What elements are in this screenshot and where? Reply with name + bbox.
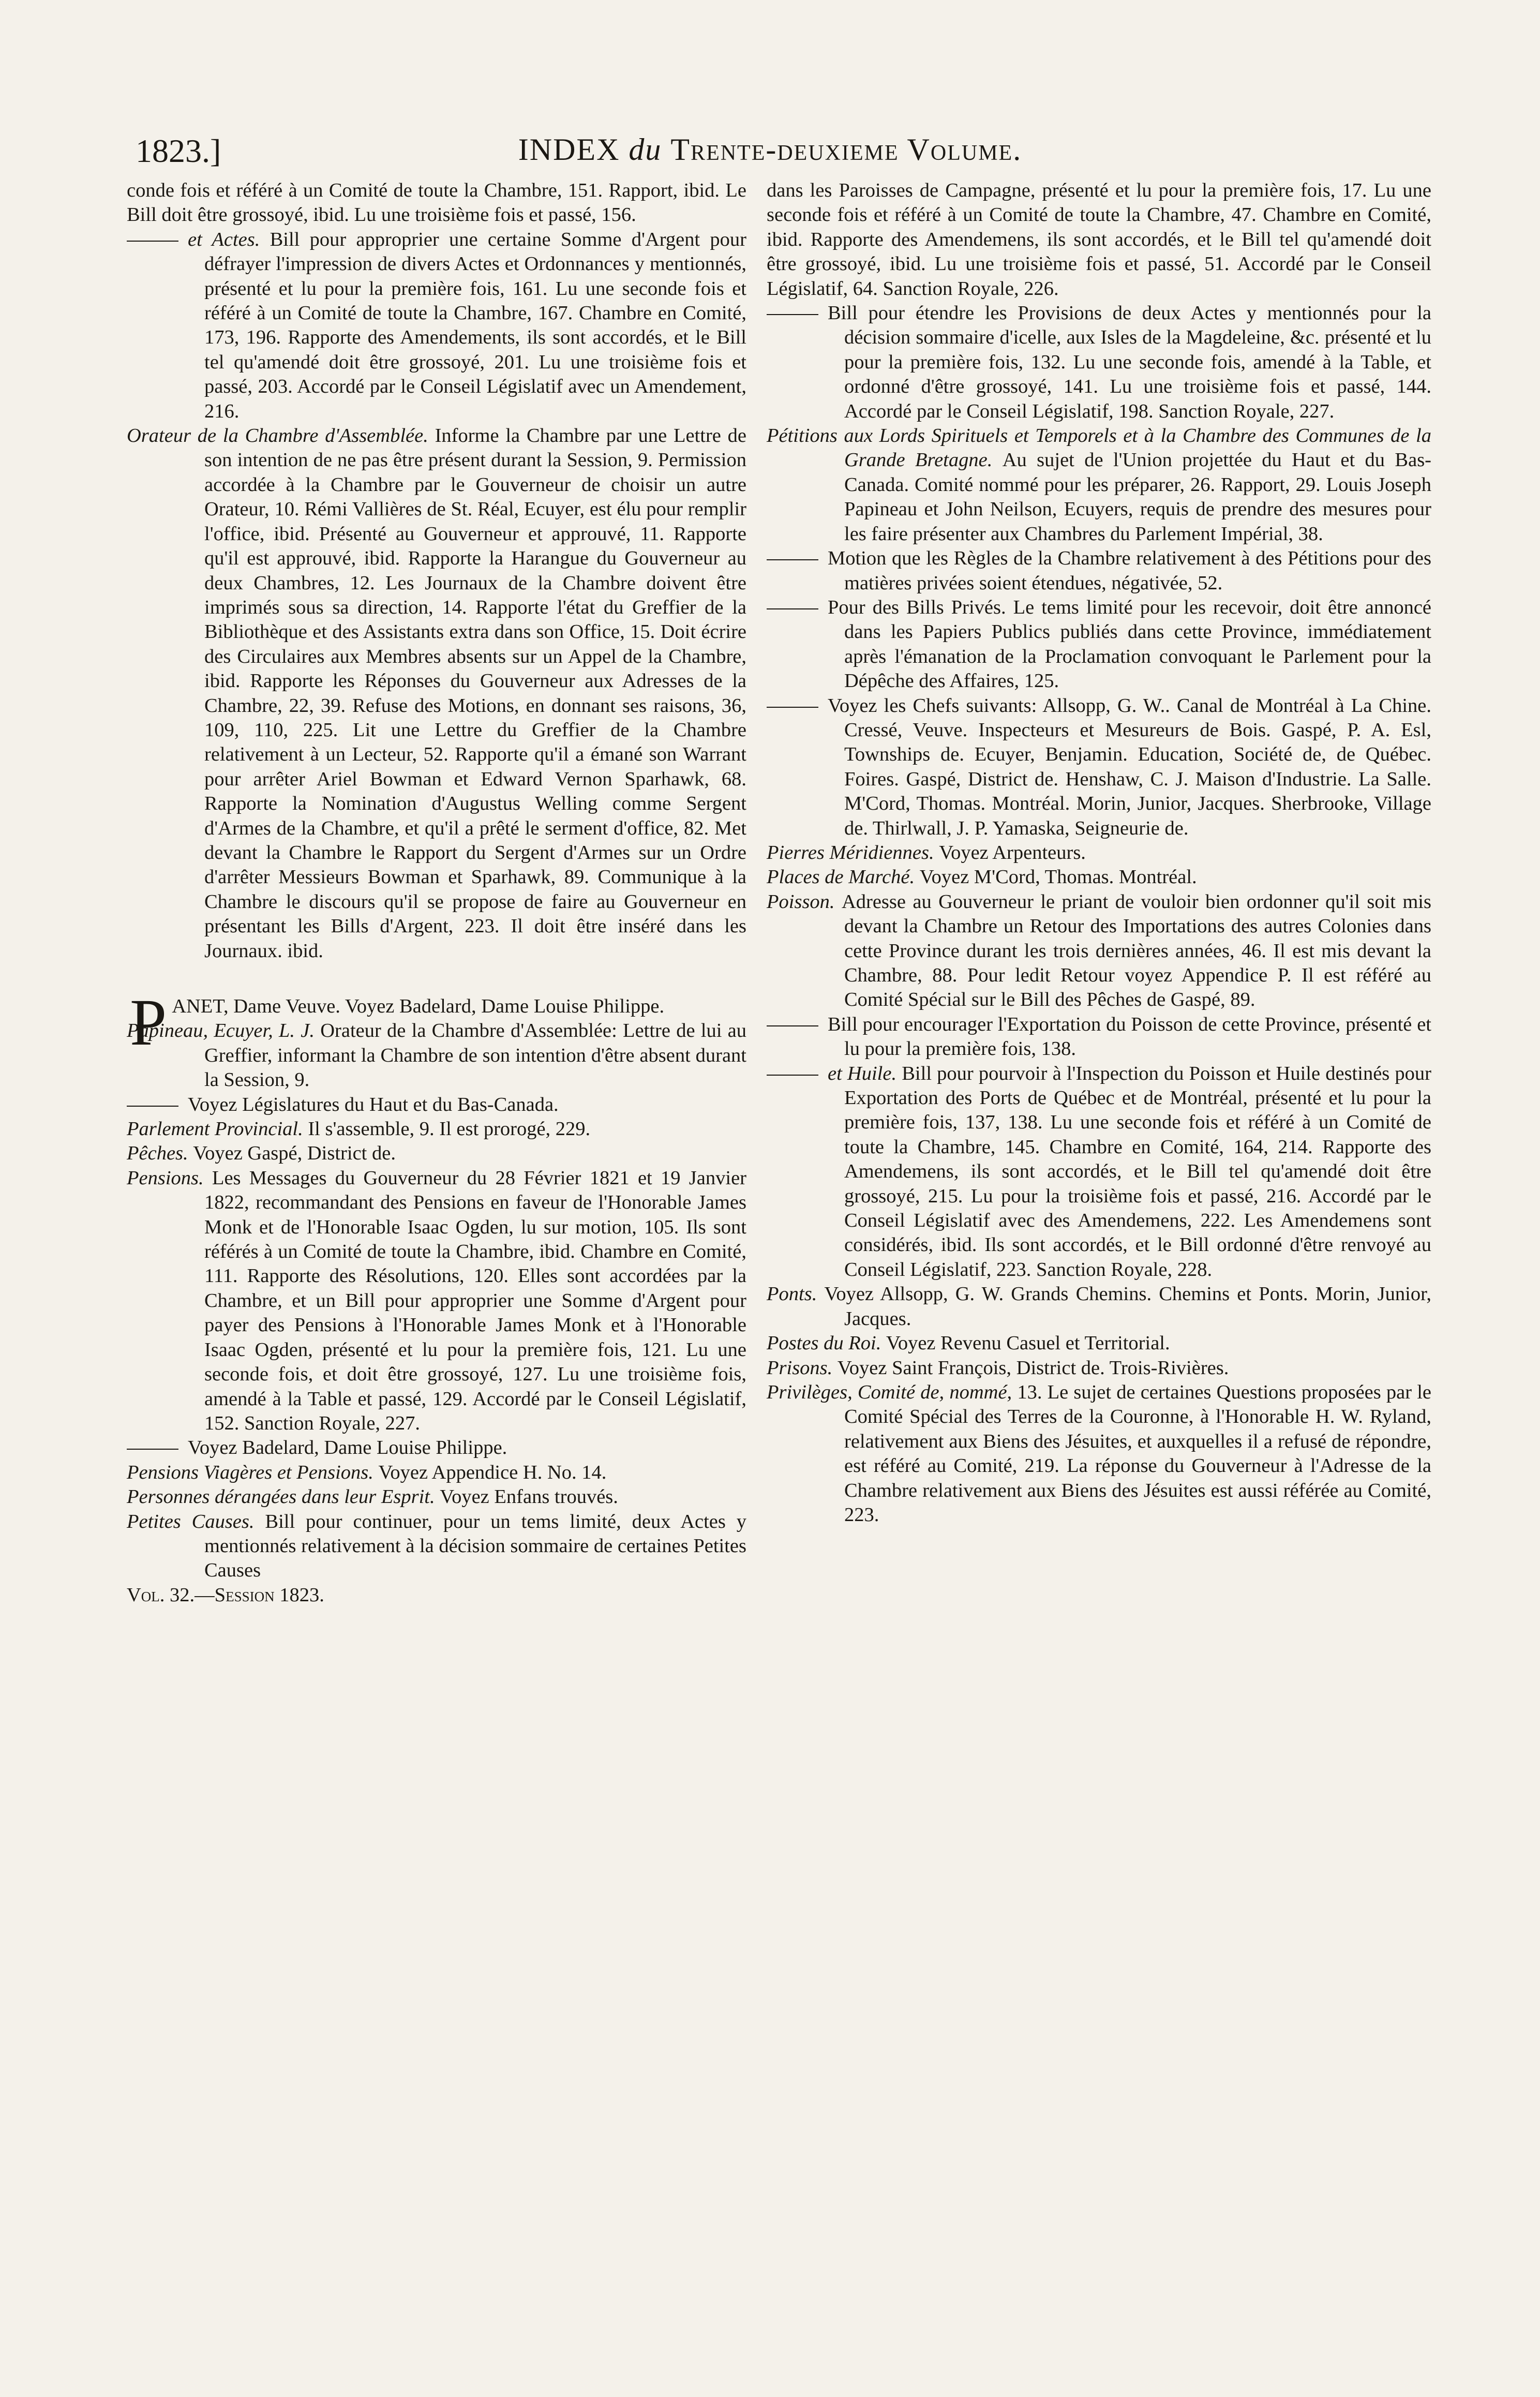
entry-heading: Pêches. — [127, 1142, 193, 1165]
entry-text: Bill pour encourager l'Exportation du Poisson de cette Province, présenté et lu pour la première fois, 138. — [828, 1013, 1431, 1060]
index-entry — [127, 1141, 746, 1166]
index-entry — [767, 1331, 1431, 1356]
entry-text: Au sujet de l'Union projettée du Haut et du Bas-Canada. Comité nommé pour les préparer, 26. Rapport, 29. Louis Joseph Papineau et John Neilson, Ecuyers, requis de prendre des mesures pour les faire présenter aux Chambres du Parlement Impérial, 38. — [844, 449, 1432, 545]
entry-heading: et Actes. — [188, 228, 270, 250]
entry-text: Voyez Badelard, Dame Louise Philippe. — [345, 995, 665, 1017]
entry-heading: Pensions Viagères et Pensions. — [127, 1461, 379, 1483]
entry-text: Motion que les Règles de la Chambre relativement à des Pétitions pour des matières privées soient étendues, négativée, 52. — [828, 547, 1431, 594]
entry-heading: Privilèges, Comité de, nommé, — [767, 1381, 1018, 1403]
header-title-du: du — [629, 132, 662, 167]
index-entry — [767, 595, 1431, 694]
entry-text: Voyez Badelard, Dame Louise Philippe. — [188, 1437, 507, 1459]
entry-heading: Pensions. — [127, 1167, 212, 1189]
entry-text: Voyez Gaspé, District de. — [193, 1142, 396, 1165]
index-entry — [127, 424, 746, 963]
ditto-dash — [767, 314, 818, 315]
index-entry — [767, 1013, 1431, 1062]
index-entry — [127, 228, 746, 424]
volume-session-label: Vol. 32.—Session 1823. — [127, 1584, 324, 1606]
ditto-dash — [767, 608, 818, 609]
entry-heading: Places de Marché. — [767, 866, 920, 888]
index-entry — [767, 178, 1431, 301]
entry-text: Voyez Revenu Casuel et Territorial. — [886, 1332, 1170, 1354]
entry-heading: Pierres Méridiennes. — [767, 841, 939, 863]
index-entry — [127, 1166, 746, 1436]
ditto-dash — [127, 1449, 178, 1450]
index-entry — [767, 1356, 1431, 1380]
entry-text: Voyez les Chefs suivants: Allsopp, G. W.. Canal de Montréal à La Chine. Cressé, Veuve. Inspecteurs et Mesureurs de Bois. Gaspé, P. A. Esl, Townships de. Ecuyer, Benjamin. Education, Société de, de Québec. Foires. Gaspé, District de. Henshaw, C. J. Maison d'Industrie. La Salle. M'Cord, Thomas. Montréal. Morin, Junior, Jacques. Sherbrooke, Village de. Thirlwall, J. P. Yamaska, Seigneurie de. — [828, 694, 1431, 839]
entry-text: Bill pour approprier une certaine Somme d'Argent pour défrayer l'impression de divers Actes et Ordonnances y mentionnés, présenté et lu pour la première fois, 161. Lu une seconde fois et référé à un Comité de toute la Chambre, 167. Chambre en Comité, 173, 196. Rapporte des Amendements, ils sont accordés, et le Bill tel qu'amendé doit être grossoyé, 201. Lu une troisième fois et passé, 203. Accordé par le Conseil Législatif avec un Amendement, 216. — [204, 228, 746, 422]
index-entry — [767, 890, 1431, 1013]
entry-text: Bill pour pourvoir à l'Inspection du Poisson et Huile destinés pour Exportation des Ports de Québec et de Montréal, présenté et lu pour la première fois, 137, 138. Lu une seconde fois et référé à un Comité de toute la Chambre, 145. Chambre en Comité, 164, 214. Rapporte des Amendemens, ils sont accordés, et le Bill tel qu'amendé doit être grossoyé, 215. Lu pour la troisième fois et passé, 216. Accordé par le Conseil Législatif avec des Amendemens, 222. Les Amendemens sont considérés, ibid. Ils sont accordés, et le Bill ordonné d'être renvoyé au Conseil Législatif, 223. Sanction Royale, 228. — [844, 1062, 1431, 1281]
header-title — [136, 132, 1404, 168]
index-entry — [127, 1461, 746, 1485]
entry-text: conde fois et référé à un Comité de toute la Chambre, 151. Rapport, ibid. Le Bill doit être grossoyé, ibid. Lu une troisième fois et passé, 156. — [127, 180, 746, 226]
index-entry — [767, 424, 1431, 546]
entry-text: Il s'assemble, 9. Il est prorogé, 229. — [308, 1118, 591, 1140]
index-entry — [767, 865, 1431, 889]
index-entry — [127, 1117, 746, 1141]
ditto-dash — [127, 1106, 178, 1107]
entry-heading: Postes du Roi. — [767, 1332, 886, 1354]
header-year: 1823.] — [136, 132, 221, 169]
index-entry — [127, 1019, 746, 1092]
index-entry — [127, 178, 746, 228]
entry-text: Bill pour étendre les Provisions de deux Actes y mentionnés pour la décision sommaire d'icelle, aux Isles de la Magdeleine, &c. présenté et lu pour la première fois, 132. Lu une seconde fois, amendé à la Table, et ordonné d'être grossoyé, 141. Lu une troisième fois et passé, 144. Accordé par le Conseil Législatif, 198. Sanction Royale, 227. — [828, 302, 1431, 422]
entry-text: Voyez Législatures du Haut et du Bas-Canada. — [188, 1093, 559, 1115]
entry-heading: ANET, Dame Veuve. — [172, 995, 345, 1017]
entry-text: Adresse au Gouverneur le priant de vouloir bien ordonner qu'il soit mis devant la Chambre un Retour des Importations des autres Colonies dans cette Province durant les trois dernières années, 46. Il est mis devant la Chambre, 88. Pour ledit Retour voyez Appendice P. Il est référé au Comité Spécial sur le Bill des Pêches de Gaspé, 89. — [841, 890, 1431, 1011]
entry-heading: Petites Causes. — [127, 1510, 265, 1532]
entry-heading: Parlement Provincial. — [127, 1118, 308, 1140]
index-entry — [127, 1485, 746, 1509]
entry-heading: Prisons. — [767, 1357, 838, 1379]
index-entry — [767, 841, 1431, 865]
entry-heading: Poisson. — [767, 890, 842, 913]
index-entry — [767, 1282, 1431, 1331]
entry-text: Orateur de la Chambre d'Assemblée: Lettre de lui au Greffier, informant la Chambre de son intention d'être absent durant la Session, 9. — [204, 1020, 746, 1091]
index-entry — [127, 1510, 746, 1583]
entry-heading: Personnes dérangées dans leur Esprit. — [127, 1486, 440, 1508]
entry-heading: Ponts. — [767, 1283, 825, 1305]
entry-text: Bill pour continuer, pour un tems limité, deux Actes y mentionnés relativement à la décision sommaire de certaines Petites Causes — [204, 1510, 746, 1582]
entry-text: Voyez M'Cord, Thomas. Montréal. — [919, 866, 1197, 888]
ditto-dash — [767, 1075, 818, 1076]
entry-text: Informe la Chambre par une Lettre de son intention de ne pas être présent durant la Session, 9. Permission accordée à la Chambre par le Gouverneur de choisir un autre Orateur, 10. Rémi Vallières de St. Réal, Ecuyer, est élu pour remplir l'office, ibid. Présenté au Gouverneur et approuvé, 11. Rapporte qu'il est approuvé, ibid. Rapporte la Harangue du Gouverneur au deux Chambres, 12. Les Journaux de la Chambre doivent être imprimés sous sa direction, 14. Rapporte l'état du Greffier de la Bibliothèque et des Assistants extra dans son Office, 15. Doit écrire des Circulaires aux Membres absents sur un Appel de la Chambre, ibid. Rapporte les Réponses du Gouverneur aux Adresses de la Chambre, 22, 39. Refuse des Motions, en donnant ses raisons, 36, 109, 110, 225. Lit une Lettre du Greffier de la Chambre relativement à un Lecteur, 52. Rapporte qu'il a émané son Warrant pour arrêter Ariel Bowman et Edward Vernon Sparhawk, 68. Rapporte la Nomination d'Augustus Welling comme Sergent d'Armes de la Chambre, et qu'il a prêté le serment d'office, 82. Met devant la Chambre le Rapport du Sergent d'Armes sur un Ordre d'arrêter Messieurs Bowman et Sparhawk, 89. Communique à la Chambre le discours qu'il se propose de faire au Gouverneur en présentant les Bills d'Argent, 223. Il doit être inséré dans les Journaux. ibid. — [204, 425, 746, 962]
ditto-dash — [767, 1025, 818, 1026]
header-title-volume: Trente-deuxieme Volume. — [670, 132, 1022, 167]
entry-text: Voyez Enfans trouvés. — [440, 1486, 618, 1508]
index-entry — [767, 301, 1431, 424]
left-column — [127, 178, 746, 1607]
entry-text: Pour des Bills Privés. Le tems limité pour les recevoir, doit être annoncé dans les Papiers Publics publiés dans cette Province, immédiatement après l'émanation de la Proclamation convoquant le Parlement pour la Dépêche des Affaires, 125. — [828, 596, 1431, 692]
entry-heading: Pétitions aux Lords Spirituels et Temporels et à la Chambre des Communes de la Grande Bretagne. — [767, 425, 1431, 471]
entry-text: Voyez Saint François, District de. Trois-Rivières. — [837, 1357, 1229, 1379]
entry-heading: Papineau, Ecuyer, L. J. — [127, 1020, 321, 1042]
index-entry — [767, 1062, 1431, 1283]
entry-heading: et Huile. — [828, 1062, 902, 1084]
right-column — [767, 178, 1431, 1527]
header-title-index: INDEX — [518, 132, 620, 167]
entry-text: dans les Paroisses de Campagne, présenté et lu pour la première fois, 17. Lu une seconde fois et référé à un Comité de toute la Chambre, 47. Chambre en Comité, ibid. Rapporte des Amendemens, ils sont accordés, et le Bill tel qu'amendé doit être grossoyé, ibid. Lu une troisième fois et passé, 51. Accordé par le Conseil Législatif, 64. Sanction Royale, 226. — [767, 180, 1431, 300]
index-entry — [767, 546, 1431, 595]
index-entry — [767, 1380, 1431, 1527]
index-entry — [127, 1436, 746, 1460]
entry-text: Voyez Allsopp, G. W. Grands Chemins. Chemins et Ponts. Morin, Junior, Jacques. — [824, 1283, 1431, 1330]
entry-text: Voyez Arpenteurs. — [939, 841, 1086, 863]
ditto-dash — [767, 559, 818, 560]
entry-text: Les Messages du Gouverneur du 28 Février 1821 et 19 Janvier 1822, recommandant des Pensions en faveur de l'Honorable James Monk et de l'Honorable Isaac Ogden, lu sur motion, 105. Ils sont référés à un Comité de toute la Chambre, ibid. Chambre en Comité, 111. Rapporte des Résolutions, 120. Elles sont accordées par la Chambre, et un Bill pour approprier une Somme d'Argent pour payer des Pensions à l'Honorable James Monk et à l'Honorable Isaac Ogden, présenté et lu pour la première fois, 121. Lu une seconde fois, et doit être grossoyé, 127. Lu une troisième fois, amendé à la Table et passé, 129. Accordé par le Conseil Législatif, 152. Sanction Royale, 227. — [204, 1167, 746, 1434]
drop-cap: P — [130, 986, 167, 1059]
entry-heading: Orateur de la Chambre d'Assemblée. — [127, 425, 435, 447]
entry-text: 13. Le sujet de certaines Questions proposées par le Comité Spécial des Terres de la Couronne, à l'Honorable H. W. Ryland, relativement aux Biens des Jésuites, et auxquelles il a refusé de répondre, est référé au Comité, 219. La réponse du Gouverneur à l'Adresse de la Chambre relativement aux Biens des Jésuites est aussi référée au Comité, 223. — [844, 1381, 1431, 1526]
page-header — [136, 132, 1404, 178]
page-footer — [127, 1583, 746, 1607]
entry-text: Voyez Appendice H. No. 14. — [378, 1461, 607, 1483]
ditto-dash — [127, 241, 178, 242]
index-entry — [767, 694, 1431, 841]
ditto-dash — [767, 707, 818, 708]
index-entry — [127, 1093, 746, 1117]
